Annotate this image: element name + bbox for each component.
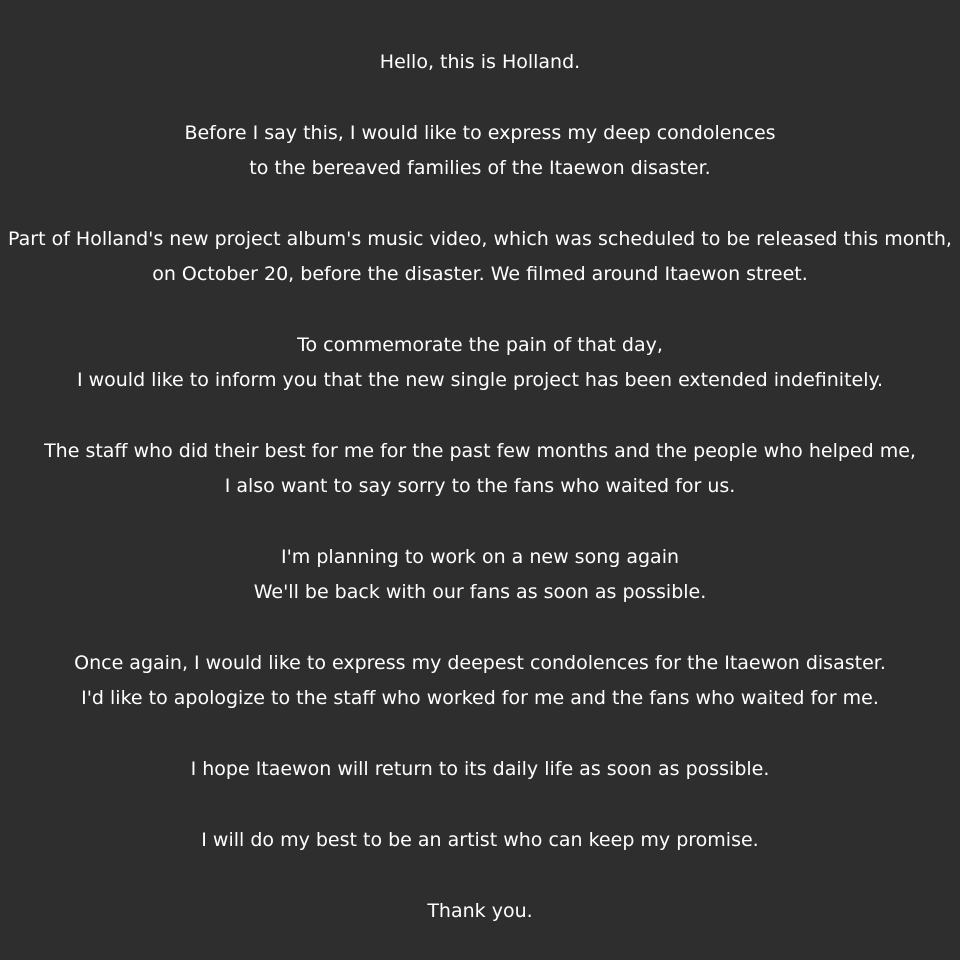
statement-line: I'd like to apologize to the staff who worked for me and the fans who waited for me. — [81, 687, 879, 709]
paragraph-spacer — [0, 398, 960, 434]
music-video-paragraph — [0, 222, 960, 292]
statement-line: To commemorate the pain of that day, — [297, 334, 663, 356]
sign-off-paragraph — [0, 894, 960, 929]
paragraph-spacer — [0, 292, 960, 328]
paragraph-spacer — [0, 787, 960, 823]
paragraph-spacer — [0, 80, 960, 116]
statement-line: I will do my best to be an artist who can keep my promise. — [201, 829, 759, 851]
paragraph-spacer — [0, 610, 960, 646]
statement-line: I also want to say sorry to the fans who waited for us. — [224, 475, 736, 497]
condolence-paragraph — [0, 116, 960, 186]
closing-condolence-paragraph — [0, 646, 960, 716]
statement-line: I would like to inform you that the new single project has been extended indefinitely. — [76, 369, 884, 391]
new-song-paragraph — [0, 540, 960, 610]
statement-line: I'm planning to work on a new song again — [280, 546, 680, 568]
statement-line: to the bereaved families of the Itaewon disaster. — [249, 157, 711, 179]
promise-paragraph — [0, 823, 960, 858]
statement-line: I hope Itaewon will return to its daily life as soon as possible. — [190, 758, 770, 780]
statement-line: on October 20, before the disaster. We filmed around Itaewon street. — [152, 263, 808, 285]
hope-paragraph — [0, 752, 960, 787]
postponement-paragraph — [0, 328, 960, 398]
apology-staff-paragraph — [0, 434, 960, 504]
statement-line: We'll be back with our fans as soon as possible. — [253, 581, 707, 603]
statement-line: Hello, this is Holland. — [379, 51, 581, 73]
paragraph-spacer — [0, 716, 960, 752]
paragraph-spacer — [0, 504, 960, 540]
statement-line: Once again, I would like to express my deepest condolences for the Itaewon disaster. — [74, 652, 886, 674]
statement-line: The staff who did their best for me for the past few months and the people who helped me, — [44, 440, 916, 462]
paragraph-spacer — [0, 858, 960, 894]
statement-line: Part of Holland's new project album's music video, which was scheduled to be released this month, — [8, 228, 952, 250]
statement-line: Thank you. — [427, 900, 533, 922]
statement-line: Before I say this, I would like to express my deep condolences — [184, 122, 776, 144]
greeting-paragraph — [0, 45, 960, 80]
paragraph-spacer — [0, 186, 960, 222]
